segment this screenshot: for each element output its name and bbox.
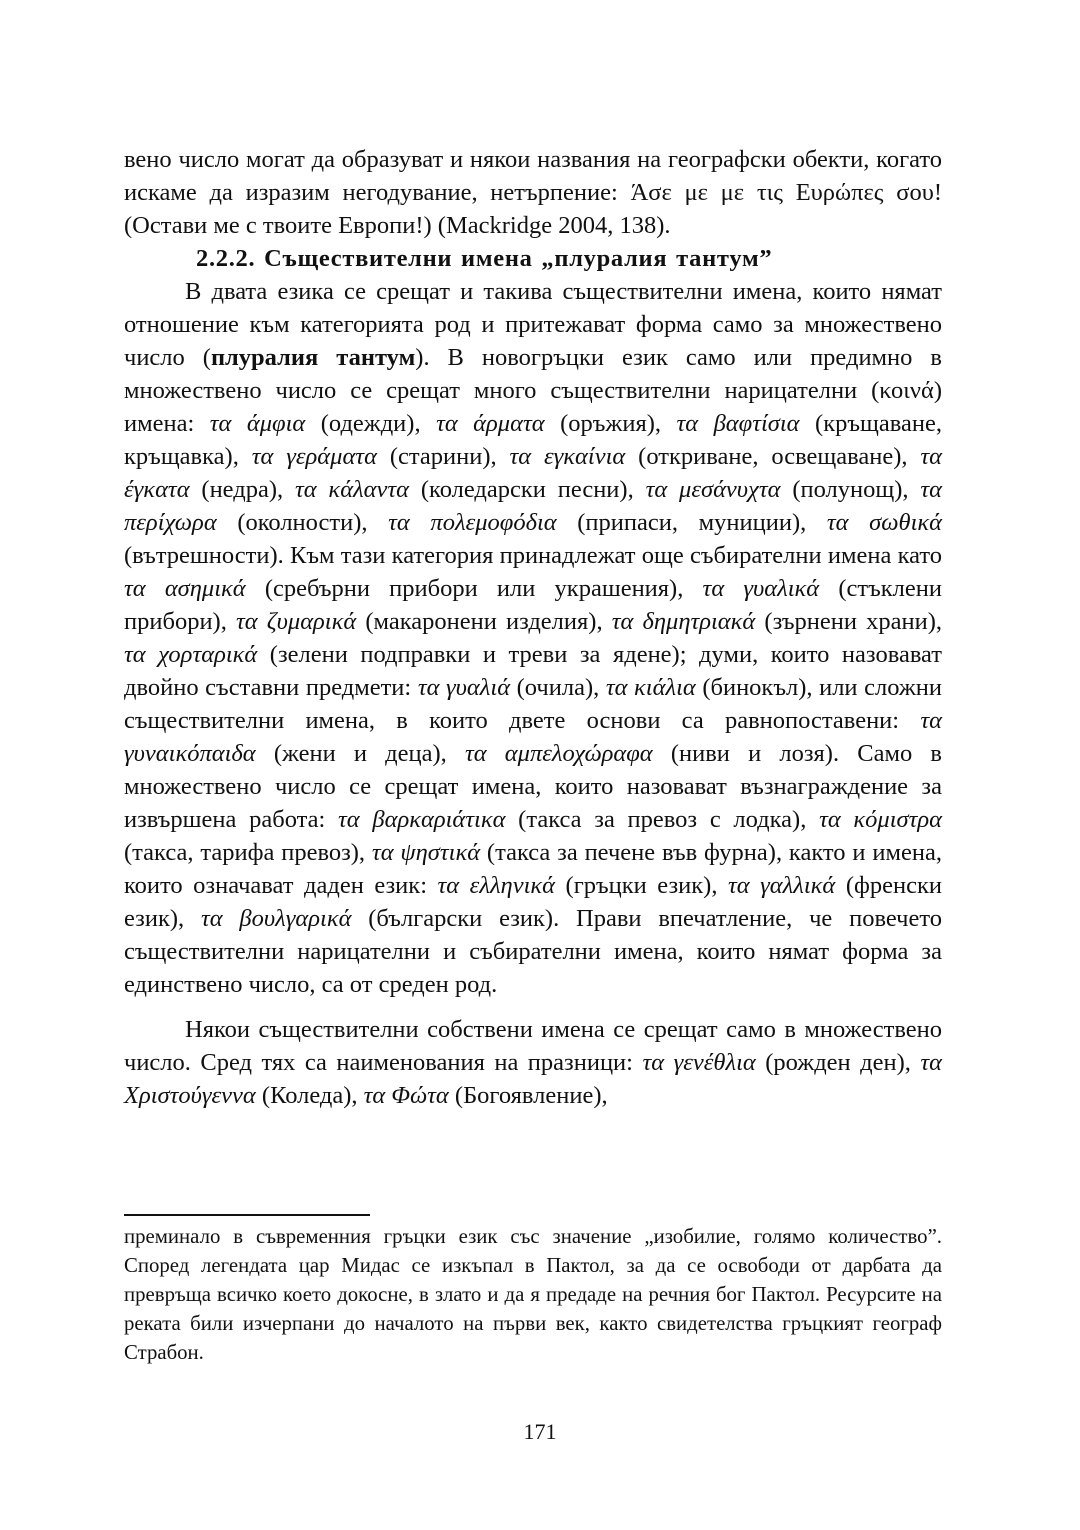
greek-term: τα άρματα (436, 410, 545, 437)
gloss: (макаронени изделия), (356, 608, 612, 635)
greek-term: τα ασημικά (124, 575, 246, 602)
greek-term: τα Χριστούγεννα (124, 1049, 942, 1109)
greek-term: τα βαρκαριάτικα (338, 806, 506, 833)
gloss: (зърнени храни), (755, 608, 942, 635)
text-run: В двата езика се срещат и такива съществителни имена, които нямат отношение към категорията род и притежават форма само за множествено число ( (124, 278, 942, 371)
gloss: (старини), (376, 443, 510, 470)
greek-term: τα γυναικόπαιδα (124, 707, 942, 767)
greek-example: Άσε με με τις Ευρώπες σου! (630, 179, 943, 206)
gloss: (откриване, освещаване), (625, 443, 921, 470)
gloss: (български език). Прави впечатление, че повечето съществителни нарицателни и събирателни имена, които нямат форма за единствено число, са от среден род. (124, 905, 943, 998)
greek-term: τα χορταρικά (124, 641, 258, 668)
gloss: (бинокъл), или сложни съществителни имена, в които двете основи са равнопоставени: (124, 674, 943, 734)
gloss: (такса, тарифа превоз), (124, 839, 372, 866)
intro-paragraph (124, 143, 942, 242)
gloss: (вътрешности). Към тази категория принадлежат още събирателни имена като (124, 542, 942, 569)
gloss: (одежди), (305, 410, 437, 437)
greek-term: τα ζυμαρικά (235, 608, 357, 635)
gloss: (Богоявление), (448, 1082, 608, 1109)
section-heading: 2.2.2. Съществителни имена „плуралия тантум” (196, 245, 773, 272)
gloss: (сребърни прибори или украшения), (245, 575, 703, 602)
greek-term: τα γεράματα (251, 443, 377, 470)
gloss: (коледарски песни), (409, 476, 646, 503)
gloss: (зелени подправки и треви за ядене); думи, които назовават двойно съставни предмети: (124, 641, 943, 701)
greek-term: τα πολεμοφόδια (388, 509, 557, 536)
gloss: (рожден ден), (755, 1049, 921, 1076)
gloss: (кръщаване, кръщавка), (124, 410, 942, 470)
intro-text: вено число могат да образуват и някои названия на географски обекти, когато искаме да изразим негодувание, нетърпение: (124, 146, 942, 206)
greek-term: τα έγκατα (124, 443, 943, 503)
gloss: (гръцки език), (555, 872, 728, 899)
greek-term: τα γενέθλια (642, 1049, 756, 1076)
greek-term: τα βουλγαρικά (200, 905, 352, 932)
greek-term: τα δημητριακά (611, 608, 756, 635)
gloss: (полунощ), (780, 476, 921, 503)
greek-term: τα κάλαντα (294, 476, 410, 503)
paragraph-proper-names (124, 1013, 942, 1112)
gloss: (ниви и лозя). Само в множествено число се срещат имена, които назовават възнаграждение за извършена работа: (124, 740, 942, 833)
footnote-separator (124, 1214, 370, 1216)
gloss: (такса за печене във фурна), както и имена, които означават даден език: (124, 839, 942, 899)
greek-term: τα σωθικά (826, 509, 943, 536)
paragraph-pluralia (124, 275, 942, 1001)
greek-term: τα γυαλικά (702, 575, 820, 602)
gloss: (недра), (189, 476, 295, 503)
intro-text-end: (Остави ме с твоите Европи!) (Mackridge 2004, 138). (124, 212, 671, 239)
greek-term: τα μεσάνυχτα (645, 476, 781, 503)
text-run: ). В новогръцки език само или предимно в множествено число се срещат много съществителни нарицателни ( (124, 344, 942, 404)
gloss: (френски език), (124, 872, 942, 932)
gloss: (очила), (510, 674, 606, 701)
greek-term: τα εγκαίνια (509, 443, 626, 470)
text-run: ) имена: (124, 377, 942, 437)
term-bold: плуралия тантум (210, 344, 416, 371)
footnote: преминало в съвременния гръцки език със значение „изобилие, голямо количество”. Според легендата цар Мидас се изкъпал в Пактол, за да се освободи от дарбата да превръща всичко което докосне, в злато и да я предаде на речния бог Пактол. Ресурсите на реката били изчерпани до началото на първи век, както свидетелства гръцкият географ Страбон. (124, 1225, 942, 1364)
greek-term: τα ψηστικά (371, 839, 481, 866)
greek-term: τα άμφια (209, 410, 306, 437)
greek-term: τα ελληνικά (437, 872, 556, 899)
greek-word: κοινά (879, 377, 934, 404)
gloss: (такса за превоз с лодка), (505, 806, 820, 833)
greek-term: τα αμπελοχώραφα (464, 740, 653, 767)
greek-term: τα γυαλιά (417, 674, 511, 701)
greek-term: τα κιάλια (605, 674, 696, 701)
greek-term: τα βαφτίσια (676, 410, 800, 437)
gloss: (околности), (216, 509, 389, 536)
greek-term: τα γαλλικά (727, 872, 836, 899)
gloss: (припаси, муниции), (556, 509, 827, 536)
gloss: (Коледа), (255, 1082, 364, 1109)
page-number: 171 (523, 1419, 557, 1444)
gloss: (оръжия), (544, 410, 677, 437)
greek-term: τα περίχωρα (124, 476, 942, 536)
main-text (124, 143, 942, 1112)
gloss: (жени и деца), (255, 740, 465, 767)
greek-term: τα Φώτα (363, 1082, 449, 1109)
text-run: Някои съществителни собствени имена се срещат само в множествено число. Сред тях са наименования на празници: (124, 1016, 942, 1076)
greek-term: τα κόμιστρα (819, 806, 942, 833)
gloss: (стъклени прибори), (124, 575, 942, 635)
